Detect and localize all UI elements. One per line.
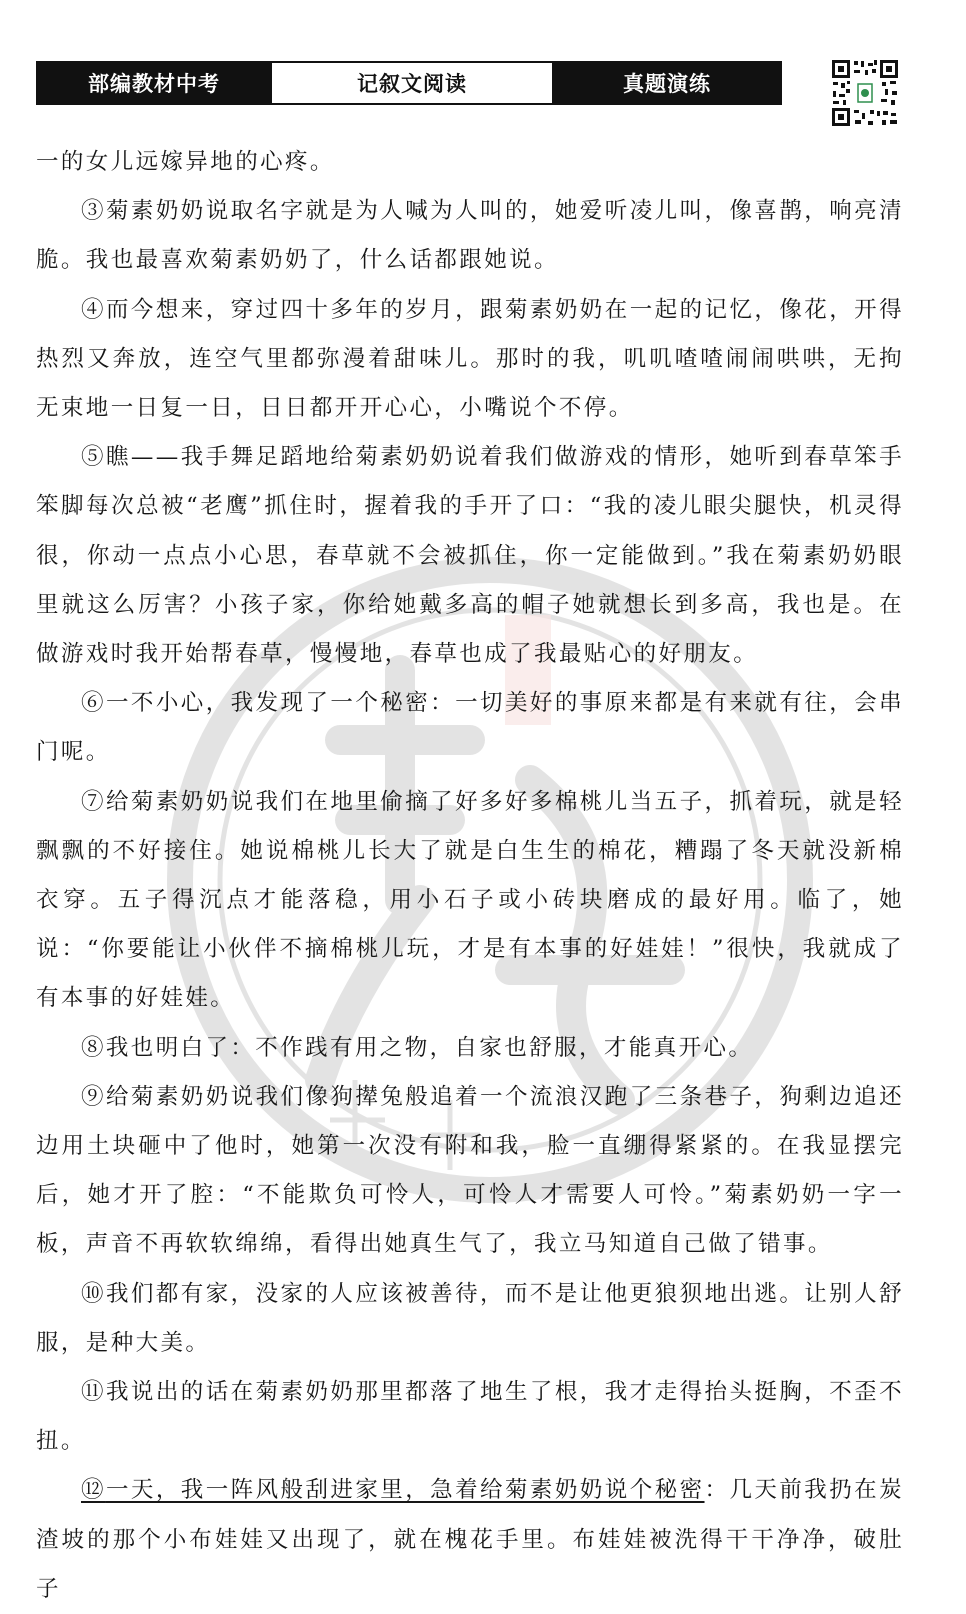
paragraph-12	[36, 1466, 904, 1614]
paragraph-continued: 一的女儿远嫁异地的心疼。	[36, 149, 335, 175]
header-center-label: 记叙文阅读	[270, 63, 554, 103]
header-left-label: 部编教材中考	[38, 63, 270, 103]
paragraph-3: ③菊素奶奶说取名字就是为人喊为人叫的，她爱听凌儿叫，像喜鹊，响亮清脆。我也最喜欢菊素奶奶了，什么话都跟她说。	[36, 198, 904, 274]
paragraph-12-rest: ：几天前我扔在炭渣坡的那个小布娃娃又出现了，就在槐花手里。布娃娃被洗得干干净净，破肚子	[36, 1477, 904, 1602]
header-right-label: 真题演练	[554, 63, 780, 103]
paragraph-11: ⑪我说出的话在菊素奶奶那里都落了地生了根，我才走得抬头挺胸，不歪不扭。	[36, 1379, 904, 1455]
paragraph-8: ⑧我也明白了：不作践有用之物，自家也舒服，才能真开心。	[81, 1034, 754, 1061]
qr-code-icon[interactable]	[830, 58, 900, 128]
paragraph-5: ⑤瞧——我手舞足蹈地给菊素奶奶说着我们做游戏的情形，她听到春草笨手笨脚每次总被“老鹰”抓住时，握着我的手开了口：“我的凌儿眼尖腿快，机灵得很，你动一点点小心思，春草就不会被抓住，你一定能做到。”我在菊素奶奶眼里就这么厉害？小孩子家，你给她戴多高的帽子她就想长到多高，我也是。在做游戏时我开始帮春草，慢慢地，春草也成了我最贴心的好朋友。	[36, 444, 904, 668]
paragraph-9: ⑨给菊素奶奶说我们像狗撵兔般追着一个流浪汉跑了三条巷子，狗剩边追还边用土块砸中了他时，她第一次没有附和我，脸一直绷得紧紧的。在我显摆完后，她才开了腔：“不能欺负可怜人，可怜人才需要人可怜。”菊素奶奶一字一板，声音不再软软绵绵，看得出她真生气了，我立马知道自己做了错事。	[36, 1083, 904, 1258]
paragraph-4: ④而今想来，穿过四十多年的岁月，跟菊素奶奶在一起的记忆，像花，开得热烈又奔放，连空气里都弥漫着甜味儿。那时的我，叽叽喳喳闹闹哄哄，无拘无束地一日复一日，日日都开开心心，小嘴说个不停。	[36, 296, 904, 422]
paragraph-6: ⑥一不小心，我发现了一个秘密：一切美好的事原来都是有来就有往，会串门呢。	[36, 690, 904, 766]
paragraph-7: ⑦给菊素奶奶说我们在地里偷摘了好多好多棉桃儿当五子，抓着玩，就是轻飘飘的不好接住。她说棉桃儿长大了就是白生生的棉花，糟蹋了冬天就没新棉衣穿。五子得沉点才能落稳，用小石子或小砖块磨成的最好用。临了，她说：“你要能让小伙伴不摘棉桃儿玩，才是有本事的好娃娃！”很快，我就成了有本事的好娃娃。	[36, 788, 904, 1012]
paragraph-12-number: ⑫	[81, 1477, 106, 1504]
underlined-sentence: 一天，我一阵风般刮进家里，急着给菊素奶奶说个秘密	[105, 1477, 705, 1504]
paragraph-10: ⑩我们都有家，没家的人应该被善待，而不是让他更狼狈地出逃。让别人舒服，是种大美。	[36, 1280, 904, 1356]
article-body	[36, 138, 904, 1614]
header-bar	[36, 61, 782, 105]
